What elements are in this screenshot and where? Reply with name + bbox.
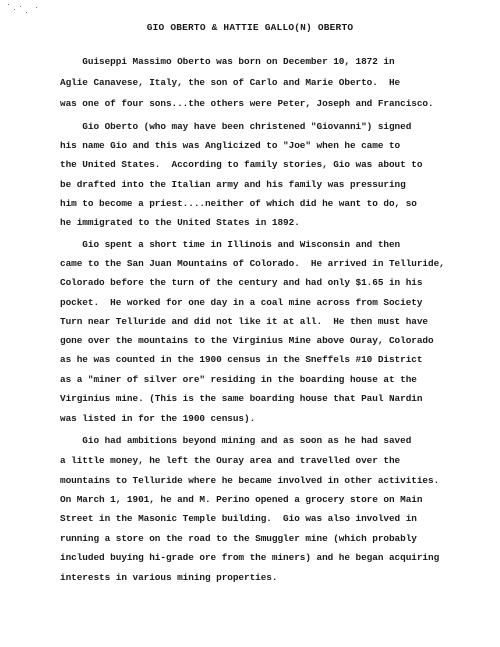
text-line: he immigrated to the United States in 1892. [60, 217, 300, 228]
scan-speck [36, 7, 37, 8]
text-line: Street in the Masonic Temple building. Gio was also involved in [60, 513, 417, 524]
text-line: his name Gio and this was Anglicized to "Joe" when he came to [60, 140, 401, 151]
text-line: interests in various mining properties. [60, 572, 278, 583]
scan-speck [20, 6, 21, 7]
scan-speck [8, 4, 9, 5]
text-line: was one of four sons...the others were Peter, Joseph and Francisco. [60, 98, 434, 109]
text-line: as a "miner of silver ore" residing in the boarding house at the [60, 374, 417, 385]
text-line: the United States. According to family stories, Gio was about to [60, 159, 423, 170]
document-title: GIO OBERTO & HATTIE GALLO(N) OBERTO [146, 22, 354, 33]
text-line: mountains to Telluride where he became involved in other activities. [60, 475, 440, 486]
scan-speck [14, 9, 15, 10]
text-line: Virginius mine. (This is the same boarding house that Paul Nardin [60, 393, 423, 404]
text-line: a little money, he left the Ouray area and travelled over the [60, 455, 401, 466]
text-line: Gio Oberto (who may have been christened "Giovanni") signed [60, 121, 412, 132]
text-line: On March 1, 1901, he and M. Perino opened a grocery store on Main [60, 494, 423, 505]
text-line: Turn near Telluride and did not like it at all. He then must have [60, 316, 429, 327]
text-line: as he was counted in the 1900 census in the Sneffels #10 District [60, 354, 423, 365]
text-line: Gio had ambitions beyond mining and as soon as he had saved [60, 435, 412, 446]
text-line: came to the San Juan Mountains of Colorado. He arrived in Telluride, [60, 258, 445, 269]
text-line: Colorado before the turn of the century and had only $1.65 in his [60, 277, 423, 288]
text-line: him to become a priest....neither of which did he want to do, so [60, 198, 417, 209]
text-line: Aglie Canavese, Italy, the son of Carlo and Marie Oberto. He [60, 77, 401, 88]
text-line: Gio spent a short time in Illinois and Wisconsin and then [60, 239, 401, 250]
text-line: running a store on the road to the Smuggler mine (which probably [60, 533, 417, 544]
text-line: pocket. He worked for one day in a coal mine across from Society [60, 297, 423, 308]
text-line: was listed in for the 1900 census). [60, 413, 256, 424]
text-line: gone over the mountains to the Virginius Mine above Ouray, Colorado [60, 335, 434, 346]
text-line: Guiseppi Massimo Oberto was born on December 10, 1872 in [60, 56, 395, 67]
text-line: be drafted into the Italian army and his family was pressuring [60, 179, 406, 190]
scan-speck [26, 12, 27, 13]
text-line: included buying hi-grade ore from the miners) and he began acquiring [60, 552, 440, 563]
